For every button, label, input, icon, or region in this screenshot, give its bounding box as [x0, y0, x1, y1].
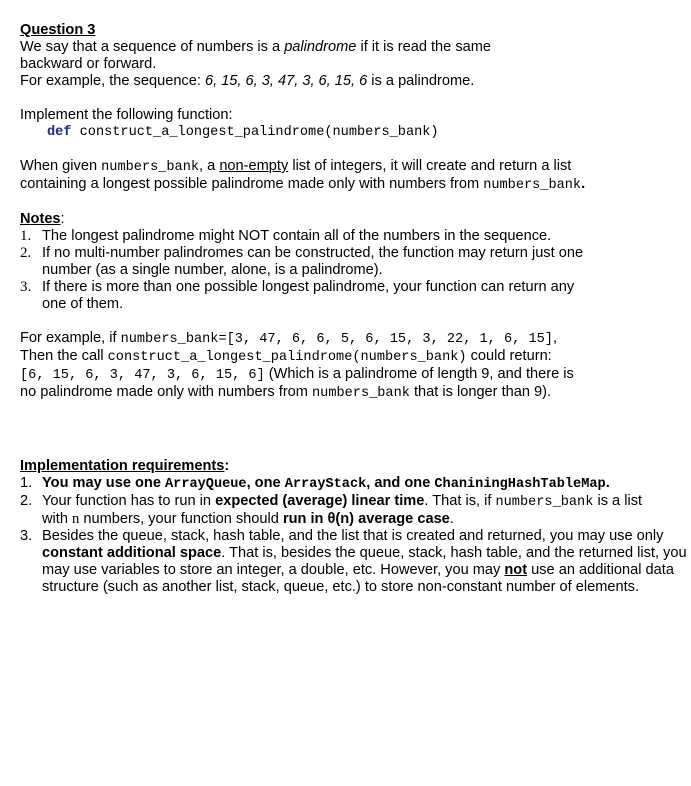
- req2-period: .: [449, 511, 454, 527]
- req3-text-c: use an additional data structure (such as another list, stack, queue, etc.) to store non-constant number of elements.: [42, 562, 674, 595]
- example-text-a: For example, if: [20, 330, 121, 346]
- numbers-bank-var: numbers_bank: [483, 178, 582, 193]
- description-period: .: [581, 176, 586, 192]
- example-section: [20, 330, 620, 402]
- example-call-line: [20, 348, 620, 366]
- notes-label: Notes: [20, 211, 61, 227]
- note-text: If there is more than one possible longest palindrome, your function can return any one of them.: [42, 279, 575, 312]
- req1-text-a: You may use one: [42, 475, 165, 491]
- hash-table-class: ChaniningHashTableMap: [434, 477, 606, 492]
- req2-text-c: is a list with: [42, 493, 643, 527]
- notes-list: [20, 228, 584, 313]
- req3-text-a: Besides the queue, stack, hash table, and the list that is created and returned, you may use only: [42, 528, 664, 544]
- implement-section: [20, 107, 680, 141]
- question-heading: [20, 22, 680, 39]
- example-text-f: that is longer than 9).: [409, 384, 552, 400]
- req1-text-c: , and one: [366, 475, 435, 491]
- example-comma: ,: [552, 330, 557, 346]
- non-empty-term: non-empty: [219, 158, 289, 174]
- note-number: 1.: [20, 228, 32, 244]
- description-text-a: When given: [20, 158, 102, 174]
- requirement-number: 3.: [20, 528, 33, 544]
- function-name: construct_a_longest_palindrome(numbers_bank): [71, 125, 439, 140]
- description-section: [20, 158, 680, 194]
- requirement-item: [20, 528, 691, 596]
- requirements-section: [20, 458, 687, 596]
- req2-linear-time: expected (average) linear time: [215, 493, 425, 509]
- req2-text-a: Your function has to run in: [42, 493, 216, 509]
- description-text-c: list of integers, it will create and return a list containing a longest possible palindrome made only with numbers from: [20, 158, 572, 192]
- req3-not: not: [504, 562, 528, 578]
- array-stack-class: ArrayStack: [284, 477, 367, 492]
- req2-text-b: . That is, if: [424, 493, 496, 509]
- requirement-item: [20, 475, 680, 493]
- req3-text-b: . That is, besides the queue, stack, hash table, and the returned list, you may use variables to store an integer, a double, etc. However, you may: [42, 545, 687, 578]
- numbers-bank-example: numbers_bank=[3, 47, 6, 6, 5, 6, 15, 3, 22, 1, 6, 15]: [120, 332, 553, 347]
- example-text-a: For example, the sequence:: [20, 73, 205, 89]
- req1-text-b: , one: [246, 475, 285, 491]
- n-symbol: n: [72, 511, 80, 527]
- numbers-bank-var: numbers_bank: [312, 386, 410, 401]
- intro-section: [20, 39, 680, 90]
- example-sequence: 6, 15, 6, 3, 47, 3, 6, 15, 6: [204, 73, 368, 89]
- req2-text-d: numbers, your function should: [79, 511, 283, 527]
- requirements-heading: [20, 458, 680, 475]
- implement-instruction: Implement the following function:: [20, 107, 233, 123]
- note-number: 3.: [20, 279, 32, 295]
- requirement-number: 1.: [20, 475, 33, 491]
- function-signature: [20, 124, 680, 141]
- numbers-bank-var: numbers_bank: [101, 160, 200, 175]
- palindrome-term: palindrome: [284, 39, 357, 55]
- example-result: [6, 15, 6, 3, 47, 3, 6, 15, 6]: [20, 368, 265, 383]
- requirement-number: 2.: [20, 493, 33, 509]
- req3-constant-space: constant additional space: [42, 545, 222, 561]
- requirements-label: Implementation requirements: [20, 458, 225, 474]
- note-item: [20, 228, 565, 245]
- example-text-e: (Which is a palindrome of length 9, and there is no palindrome made only with numbers from: [20, 366, 574, 400]
- palindrome-definition: [20, 39, 550, 73]
- example-bank-line: [20, 330, 620, 348]
- notes-colon: :: [60, 211, 65, 227]
- req1-period: .: [605, 475, 610, 491]
- definition-text-a: We say that a sequence of numbers is a: [20, 39, 285, 55]
- notes-section: [20, 211, 680, 313]
- requirements-colon: :: [224, 458, 230, 474]
- example-text-d: could return:: [466, 348, 552, 364]
- question-document: [20, 22, 687, 596]
- requirement-item: [20, 493, 672, 528]
- note-item: [20, 279, 577, 313]
- note-number: 2.: [20, 245, 32, 261]
- requirements-list: [20, 475, 687, 596]
- function-call-example: construct_a_longest_palindrome(numbers_bank): [107, 350, 467, 365]
- numbers-bank-var: numbers_bank: [495, 495, 594, 510]
- example-text-c: Then the call: [20, 348, 108, 364]
- example-text-b: is a palindrome.: [367, 73, 475, 89]
- note-text: The longest palindrome might NOT contain all of the numbers in the sequence.: [42, 228, 552, 244]
- palindrome-example: [20, 73, 680, 90]
- array-queue-class: ArrayQueue: [165, 477, 247, 492]
- note-text: If no multi-number palindromes can be constructed, the function may return just one number (as a single number, alone, is a palindrome).: [42, 245, 584, 278]
- question-title: Question 3: [20, 22, 96, 38]
- definition-text-b: if it is read the same backward or forward.: [20, 39, 492, 72]
- note-item: [20, 245, 602, 279]
- function-description: [20, 158, 595, 194]
- req2-theta-n: run in θ(n) average case: [282, 511, 450, 527]
- example-result-line: [20, 366, 590, 402]
- notes-heading: [20, 211, 680, 228]
- def-keyword: def: [47, 125, 72, 140]
- description-text-b: , a: [199, 158, 220, 174]
